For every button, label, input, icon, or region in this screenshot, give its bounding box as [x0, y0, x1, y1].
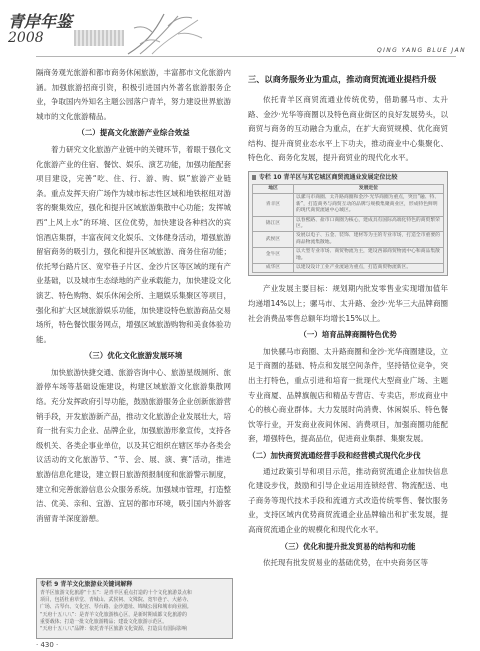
table-header-row [253, 184, 444, 193]
table-header-cell: 发展定位 [294, 184, 444, 193]
box-line: 项目，包括杜甫草堂、青城山、武侯祠、文殊院、宽窄巷子、大慈寺、 [40, 597, 192, 604]
running-header-text: QING YANG BLUE JAN [377, 47, 466, 54]
table-title-text: 专栏 10 青羊区与其它城区商贸流通业发展定位比较 [259, 173, 398, 181]
table-cell-district: 武侯区 [253, 232, 294, 248]
box-line: 广场、古琴台、文化宫、琴台路、金沙遗址、锦城公园和城市商业圈。 [40, 604, 192, 611]
paragraph: 产业发展主要目标：规划期内批发零售业实现增加值年均递增14%以上；骡马市、太升路、金沙·光华三大品牌商圈社会消费品零售总额年均增长15%以上。 [248, 284, 448, 323]
table-row [253, 232, 444, 248]
right-column [248, 66, 448, 571]
bamboo-illustration [122, 8, 222, 56]
comparison-table-box [248, 171, 448, 276]
yearbook-logo [8, 14, 72, 45]
box-line: “天府十五八八”：是青羊文化旅游核心区，是新时期成都文化旅游的 [40, 611, 187, 618]
table-cell-desc: 以大型专业市场、商贸物流为主，建设西部商贸物流中心和商品集散地。 [294, 248, 444, 264]
table-row [253, 248, 444, 264]
table-cell-district: 青羊区 [253, 194, 294, 216]
title-marker-icon [252, 175, 256, 180]
table-cell-desc: 以骡马市商圈、太升路商圈和金沙·光华商圈为重点，突出“融、特、新”，打造商务与商贸互动的品牌与规模集聚商业区，形成特色鲜明的现代商贸流通中心城区。 [294, 194, 444, 216]
subheading: （三）优化和提升批发贸易的结构和功能 [280, 541, 416, 551]
table-cell-desc: 以建设设计工业产业流通为重点，打造商贸物流新区。 [294, 264, 444, 273]
section-title: 三、以商务服务业为重点，推动商贸流通业提档升级 [248, 74, 437, 84]
table-cell-district: 锦江区 [253, 216, 294, 232]
box-line: 青羊区旅游文化旅游“十五”：是青羊区重点打造的十个文化旅游景点和 [40, 590, 192, 596]
subheading: （二）提高文化旅游产业综合效益 [77, 128, 190, 138]
table-cell-district: 金牛区 [253, 248, 294, 264]
paragraph: 隔商务观光旅游和都市商务休闲旅游，丰富都市文化旅游内涵。加强旅游招商引资，积极引进国内外著名旅游服务企业，争取国内外知名主题公园落户青羊，努力建设世界旅游城市的文化旅游精品。 [36, 68, 231, 121]
comparison-table [252, 184, 444, 273]
table-cell-desc: 发展以电子、五金、装饰、建材等为主的专业市场，打造全市重要的商品物流集散地。 [294, 232, 444, 248]
table-row [253, 216, 444, 232]
left-column [36, 66, 231, 526]
page-header [0, 0, 480, 62]
paragraph: 通过政策引导和项目示范，推动商贸流通企业加快信息化建设步伐，鼓励和引导企业运用连锁经营、物流配送、电子商务等现代技术手段和流通方式改造传统零售、餐饮服务业，支持区域内优势商贸流通企业品牌输出和扩张发展，提高商贸流通企业的规模化和现代化水平。 [248, 466, 448, 534]
table-row [253, 264, 444, 273]
table-header-cell: 地区 [253, 184, 294, 193]
sidebar-box-column-9 [36, 578, 233, 639]
box-title: 专栏 9 青羊文化旅游业关键词解释 [40, 581, 133, 588]
subheading: （二）加快商贸流通经营手段和经营模式现代化步伐 [248, 450, 421, 460]
paragraph: 加快旅游快捷交通、旅游咨询中心、旅游星级厕所、旅游停车场等基础设施建设，构建区域旅游文化旅游集散网络。充分发挥政府引导功能，鼓励旅游服务企业创新旅游营销手段，开发旅游新产品，推动文化旅游企业发展壮大，培育一批有实力企业、品牌企业，加强旅游形象宣传，支持各级机关、各类企事业单位，以及其它组织在辖区举办各类会议活动的文化旅游节、“节、会、展、演、赛”活动，推进旅游信息化建设，建立假日旅游预报制度和旅游警示制度，建立和完善旅游信息公众服务系统。加强城市管理，打造整洁、优美、亲和、宜游、宜居的都市环境，吸引国内外游客消留青羊深度游憩。 [36, 367, 231, 523]
table-cell-district: 成华区 [253, 264, 294, 273]
header-rule [36, 56, 456, 57]
box-line: “天府十五八八”品牌：依托青羊区旅游文化资源，打造具有国际影响 [40, 626, 187, 633]
subheading: （一）培育品牌商圈特色优势 [299, 330, 397, 340]
logo-decoration-band [74, 30, 124, 46]
paragraph: 依托青羊区商贸流通业传统优势，借助骡马市、太升路、金沙·光华等商圈以及特色商业街区的良好发展势头，以商贸与商务的互动融合为重点，在扩大商贸规模、优化商贸结构、提升商贸业态水平上下功夫，推动商业中心集聚化、特色化、商务化发展，提升商贸业的现代化水平。 [248, 95, 448, 163]
paragraph: 依托现有批发贸易业的基础优势，在中央商务区等 [263, 558, 428, 568]
page-number: · 430 · [36, 641, 59, 649]
box-line: 重要载体；打造一批文化旅游精品；建设文化旅游示范区。 [40, 618, 168, 625]
table-title [252, 174, 444, 182]
logo-title: 青岸年鉴 [8, 12, 73, 31]
logo-year: 2008 [8, 30, 44, 46]
paragraph: 着力研究文化旅游产业链中的关键环节，着眼于强化文化旅游产业的住宿、餐饮、娱乐、演艺功能，加强功能配套项目建设，完善“吃、住、行、游、购、娱”旅游产业链条。重点发挥天府广场作为城市标志性区域和地铁枢纽对游客的聚集效应，强化和提升区域旅游集散中心功能；发挥城西“上风上水”的环境、区位优势，加快建设各种档次的宾馆酒店集群，丰富夜间文化娱乐、文体健身活动，增强旅游留宿商务的吸引力，强化和提升区域旅游、商务住宿功能；依托琴台路片区、宽窄巷子片区、金沙片区等区域的现有产业基础，以及城市生态绿地的产业承载能力，加快建设文化演艺、特色购物、娱乐休闲会所、主题娱乐集聚区等项目，强化和扩大区域旅游娱乐功能，加快建设特色旅游商品交易场所，特色餐饮服务网点，增强区域旅游购物和美食体验功能。 [36, 144, 231, 344]
subheading: （三）优化文化旅游发展环境 [84, 351, 183, 361]
table-cell-desc: 以春熙路、盐市口商圈为核心，建成具有国际高端化特色的商贸繁荣区。 [294, 216, 444, 232]
table-row [253, 194, 444, 216]
paragraph: 加快骡马市商圈、太升路商圈和金沙·光华商圈建设，立足于商圈的基础、特点和发展空间条件，坚持错位竞争，突出主打特色，重点引进和培育一批现代大型商业广场、主题专业商厦、品牌旗舰店和精品专营店、专卖店，形成商业中心的核心商业群体。大力发展时尚消费、休闲娱乐、特色餐饮等行业，开发商业夜间休闲、消费项目，加强商圈功能配套，增强特色，提高品位，促进商业集群、集聚发展。 [248, 346, 448, 444]
